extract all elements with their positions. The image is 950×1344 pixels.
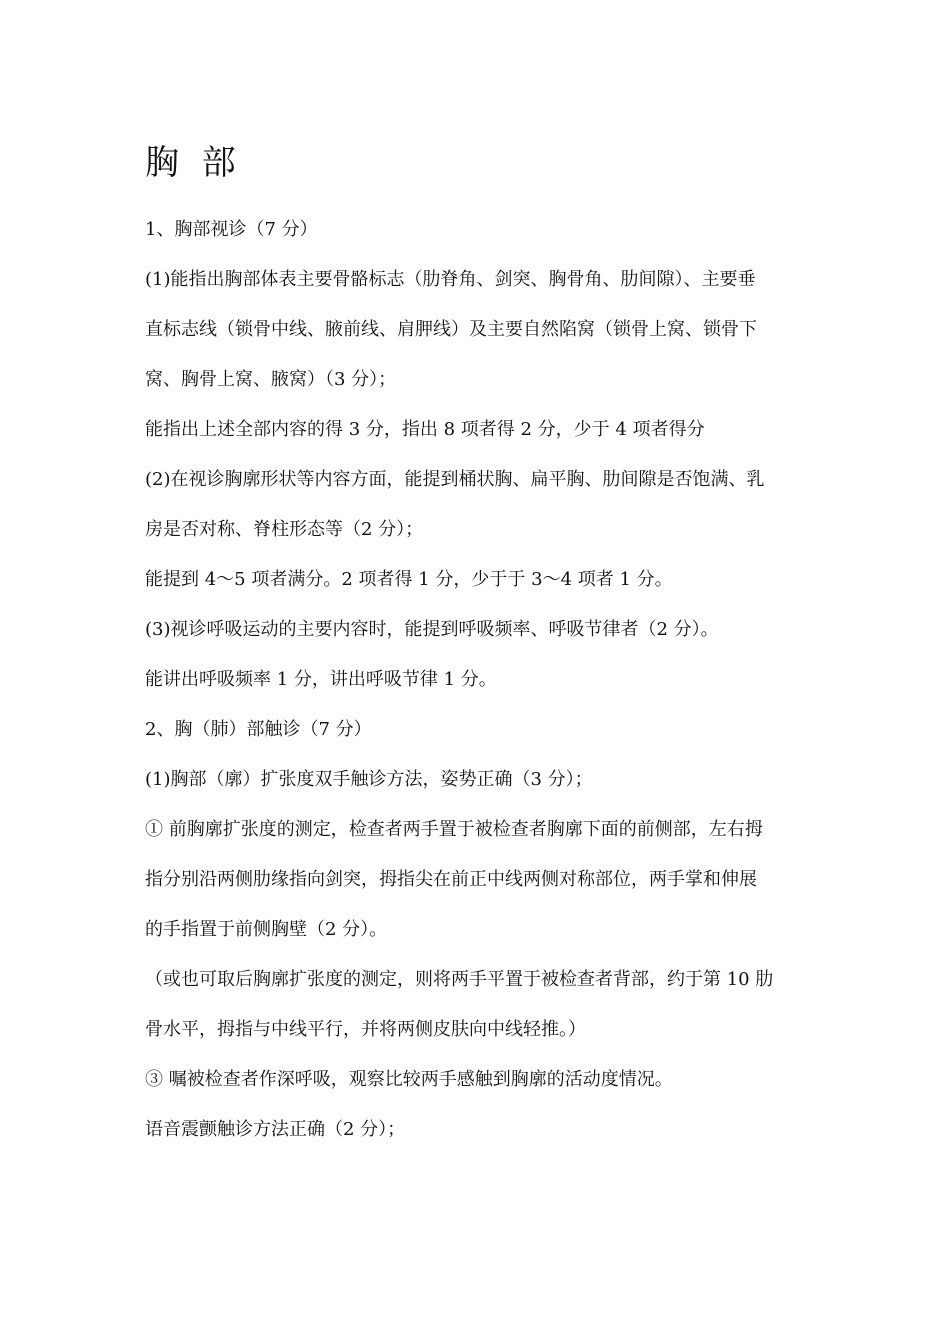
text-line: 房是否对称、脊柱形态等（2 分）； <box>145 519 424 540</box>
text-line: ① 前胸廓扩张度的测定，检查者两手置于被检查者胸廓下面的前侧部，左右拇 <box>145 819 763 840</box>
text-line: 语音震颤触诊方法正确（2 分）； <box>145 1119 406 1140</box>
document-body <box>145 205 810 1155</box>
text-line: 能讲出呼吸频率 1 分，讲出呼吸节律 1 分。 <box>145 669 497 690</box>
text-line: 骨水平，拇指与中线平行，并将两侧皮肤向中线轻推。） <box>145 1019 586 1040</box>
text-line: 1、胸部视诊（7 分） <box>145 219 318 240</box>
text-line: (3)视诊呼吸运动的主要内容时，能提到呼吸频率、呼吸节律者（2 分）。 <box>145 619 719 640</box>
text-line: (2)在视诊胸廓形状等内容方面，能提到桶状胸、扁平胸、肋间隙是否饱满、乳 <box>145 469 765 490</box>
text-line: 的手指置于前侧胸壁（2 分）。 <box>145 919 388 940</box>
text-line: （或也可取后胸廓扩张度的测定，则将两手平置于被检查者背部，约于第 10 肋 <box>145 969 774 990</box>
text-line: 2、胸（肺）部触诊（7 分） <box>145 719 372 740</box>
text-line: 直标志线（锁骨中线、腋前线、肩胛线）及主要自然陷窝（锁骨上窝、锁骨下 <box>145 319 757 340</box>
text-line: (1)能指出胸部体表主要骨骼标志（肋脊角、剑突、胸骨角、肋间隙）、主要垂 <box>145 269 756 290</box>
text-line: (1)胸部（廓）扩张度双手触诊方法，姿势正确（3 分）； <box>145 769 593 790</box>
text-line: 能提到 4～5 项者满分。2 项者得 1 分，少于于 3～4 项者 1 分。 <box>145 569 673 590</box>
text-line: 能指出上述全部内容的得 3 分，指出 8 项者得 2 分，少于 4 项者得分 <box>145 419 705 440</box>
text-line: ③ 嘱被检查者作深呼吸，观察比较两手感触到胸廓的活动度情况。 <box>145 1069 673 1090</box>
text-line: 指分别沿两侧肋缘指向剑突，拇指尖在前正中线两侧对称部位，两手掌和伸展 <box>145 869 757 890</box>
page-title: 胸 部 <box>145 143 242 183</box>
text-line: 窝、胸骨上窝、腋窝）（3 分）； <box>145 369 397 390</box>
